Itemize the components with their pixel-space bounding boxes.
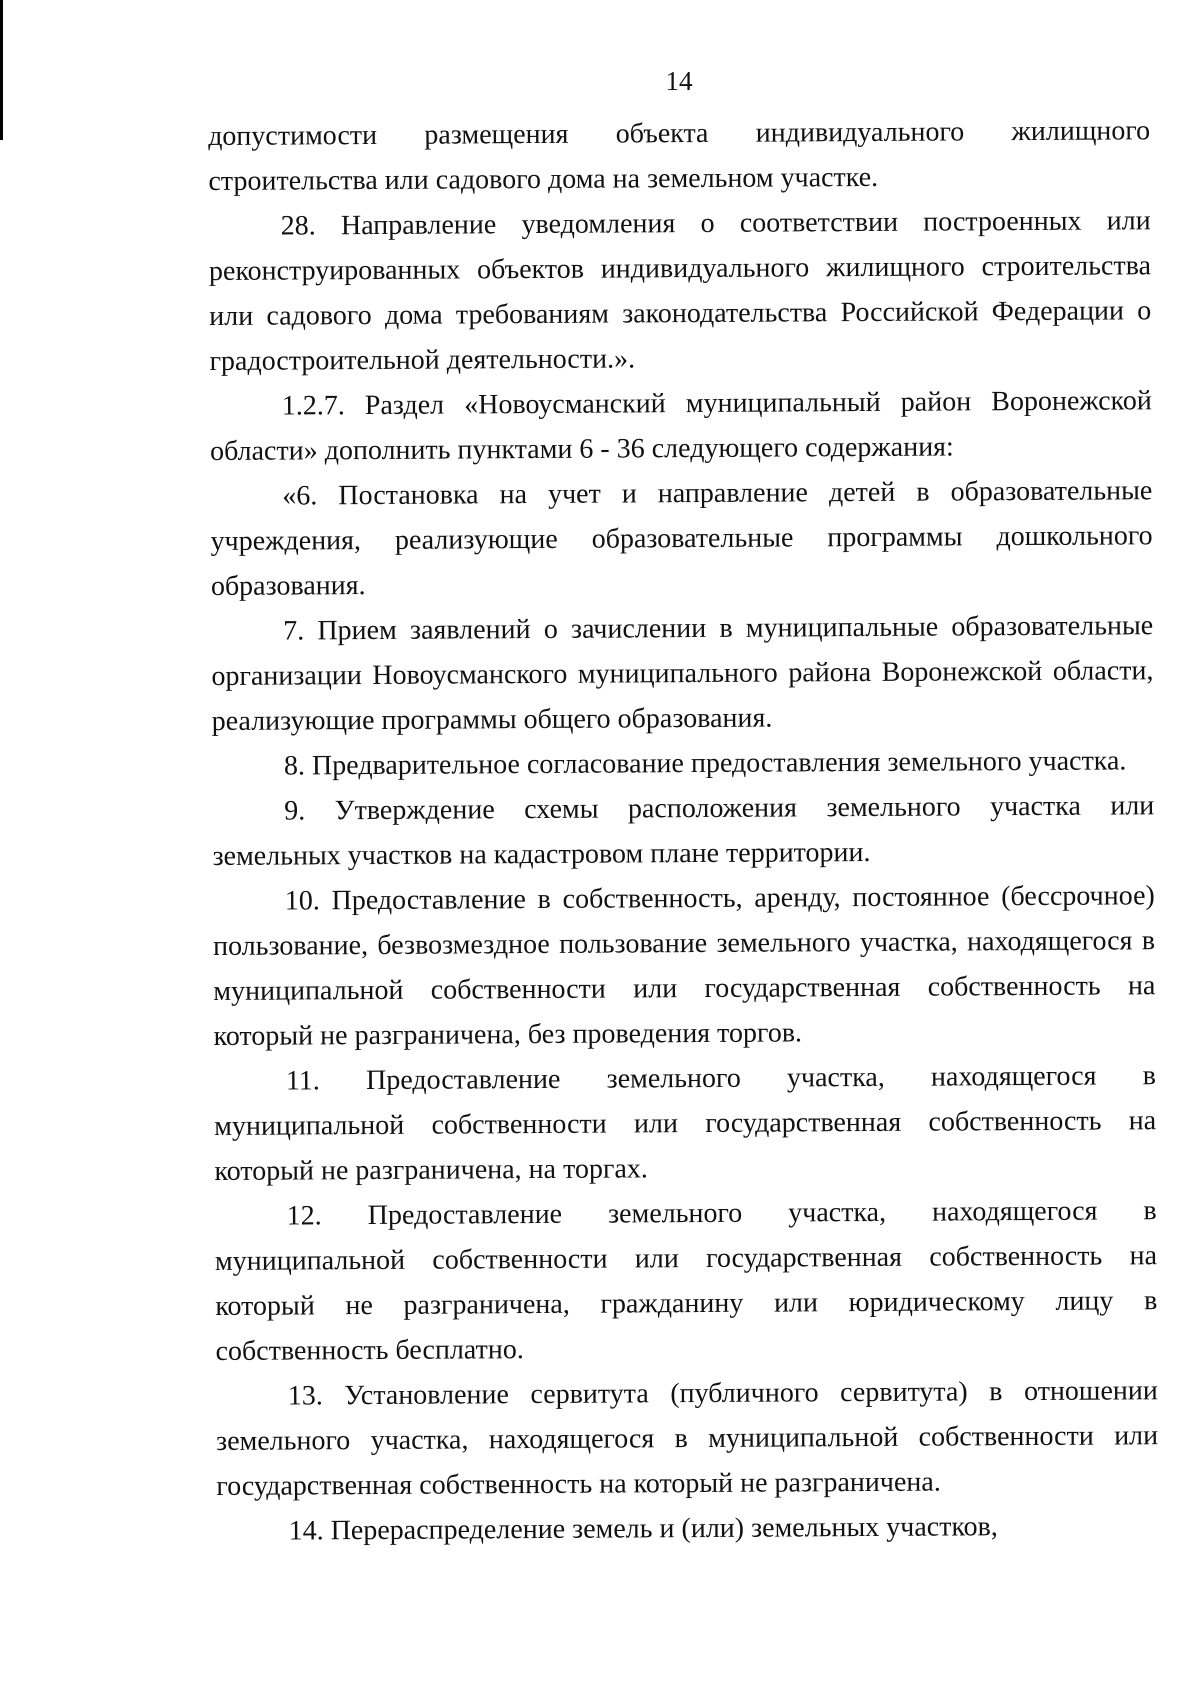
paragraph-item-10: 10. Предоставление в собственность, аренду, постоянное (бессрочное) пользование, безвозмездное пользование земельного участка, находящегося в муниципальной собственности или государственная собственность на который не разграничена, без проведения торгов. — [212, 880, 1156, 1052]
paragraph-item-13: 13. Установление сервитута (публичного сервитута) в отношении земельного участка, находящегося в муниципальной собственности или государственная собственность на который не разграничена. — [216, 1375, 1159, 1502]
paragraph-item-6: «6. Постановка на учет и направление детей в образовательные учреждения, реализующие образовательные программы дошкольного образования. — [210, 475, 1153, 602]
document-body — [208, 108, 1159, 1554]
page-number: 14 — [665, 66, 693, 96]
paragraph-item-28: 28. Направление уведомления о соответствии построенных или реконструированных объектов индивидуального жилищного строительства или садового дома требованиям законодательства Российской Федерации о градостроительной деятельности.». — [208, 205, 1152, 377]
paragraph-item-1-2-7: 1.2.7. Раздел «Новоусманский муниципальный район Воронежской области» дополнить пунктами 6 - 36 следующего содержания: — [209, 385, 1152, 467]
paragraph-item-12: 12. Предоставление земельного участка, находящегося в муниципальной собственности или государственная собственность на который не разграничена, гражданину или юридическому лицу в собственность бесплатно. — [214, 1195, 1158, 1367]
paragraph-item-8: 8. Предварительное согласование предоставления земельного участка. — [283, 745, 1127, 782]
paragraph-continuation: допустимости размещения объекта индивидуального жилищного строительства или садового дома на земельном участке. — [208, 115, 1151, 197]
paragraph-item-9: 9. Утверждение схемы расположения земельного участка или земельных участков на кадастровом плане территории. — [212, 790, 1155, 872]
paragraph-item-11: 11. Предоставление земельного участка, находящегося в муниципальной собственности или государственная собственность на который не разграничена, на торгах. — [214, 1060, 1157, 1187]
paragraph-item-7: 7. Прием заявлений о зачислении в муниципальные образовательные организации Новоусманского муниципального района Воронежской области, реализующие программы общего образования. — [211, 610, 1154, 737]
paragraph-item-14: 14. Перераспределение земель и (или) земельных участков, — [288, 1511, 998, 1547]
